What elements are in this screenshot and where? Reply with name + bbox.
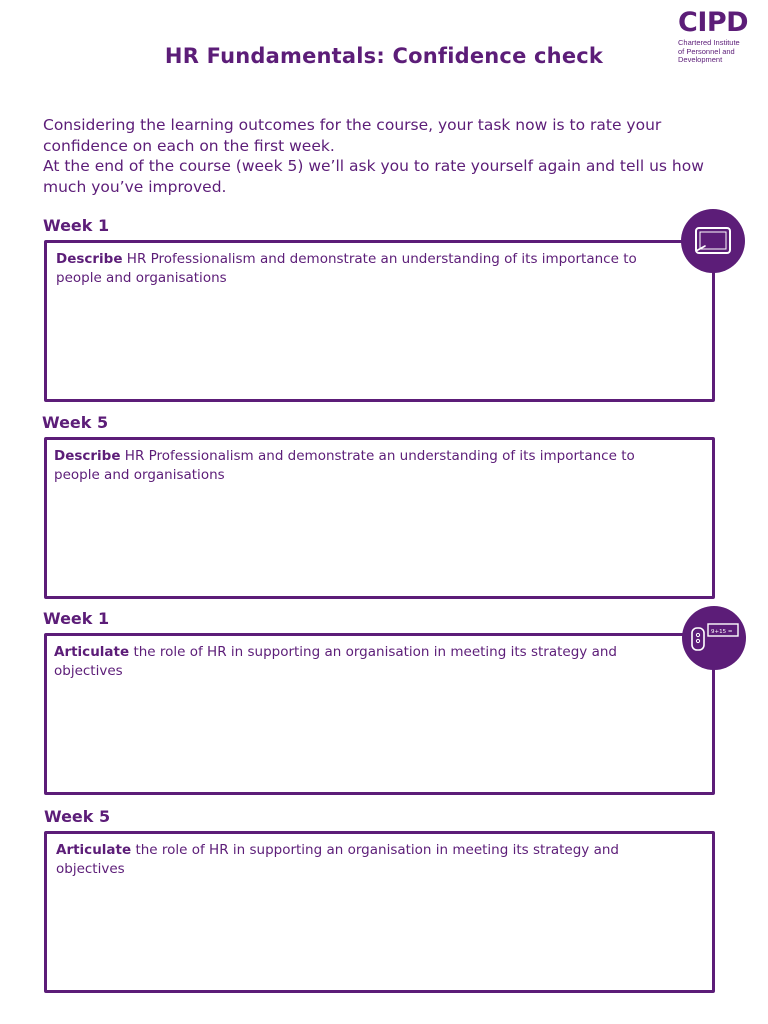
learning-outcome bbox=[56, 250, 646, 287]
logo-subtitle-line: Chartered Institute bbox=[678, 38, 740, 47]
learning-outcome bbox=[54, 447, 644, 484]
cipd-logo bbox=[678, 8, 758, 65]
presentation-icon bbox=[682, 606, 746, 670]
outcome-text: HR Professionalism and demonstrate an understanding of its importance to people and organisations bbox=[54, 448, 635, 483]
outcome-verb: Describe bbox=[54, 448, 121, 464]
logo-subtitle-line: of Personnel and bbox=[678, 46, 735, 56]
outcome-text: HR Professionalism and demonstrate an understanding of its importance to people and organisations bbox=[56, 251, 637, 286]
week-label: Week 1 bbox=[43, 216, 110, 235]
intro-paragraph: At the end of the course (week 5) we’ll ask you to rate yourself again and tell us how much you’ve improved. bbox=[43, 157, 704, 196]
intro-paragraph: Considering the learning outcomes for the course, your task now is to rate your confidence on each on the first week. bbox=[43, 116, 662, 155]
rating-box-week5-describe[interactable] bbox=[44, 437, 715, 599]
page-title: HR Fundamentals: Confidence check bbox=[164, 44, 604, 68]
week-label: Week 5 bbox=[42, 413, 109, 432]
tablet-icon bbox=[681, 209, 745, 273]
outcome-text: the role of HR in supporting an organisation in meeting its strategy and objectives bbox=[56, 842, 619, 877]
intro-text bbox=[43, 115, 743, 197]
week-label: Week 5 bbox=[44, 807, 111, 826]
outcome-verb: Articulate bbox=[56, 842, 132, 858]
rating-box-week1-describe[interactable] bbox=[44, 240, 715, 402]
rating-box-week1-articulate[interactable] bbox=[44, 633, 715, 795]
logo-name: CIPD bbox=[678, 7, 749, 38]
logo-subtitle bbox=[678, 39, 758, 65]
outcome-text: the role of HR in supporting an organisation in meeting its strategy and objectives bbox=[54, 644, 617, 679]
icon-caption: 9+15 = bbox=[711, 629, 733, 635]
logo-subtitle-line: Development bbox=[678, 55, 723, 64]
outcome-verb: Articulate bbox=[54, 644, 130, 660]
week-label: Week 1 bbox=[43, 609, 110, 628]
learning-outcome bbox=[56, 841, 646, 878]
outcome-verb: Describe bbox=[56, 251, 123, 267]
learning-outcome bbox=[54, 643, 644, 680]
rating-box-week5-articulate[interactable] bbox=[44, 831, 715, 993]
